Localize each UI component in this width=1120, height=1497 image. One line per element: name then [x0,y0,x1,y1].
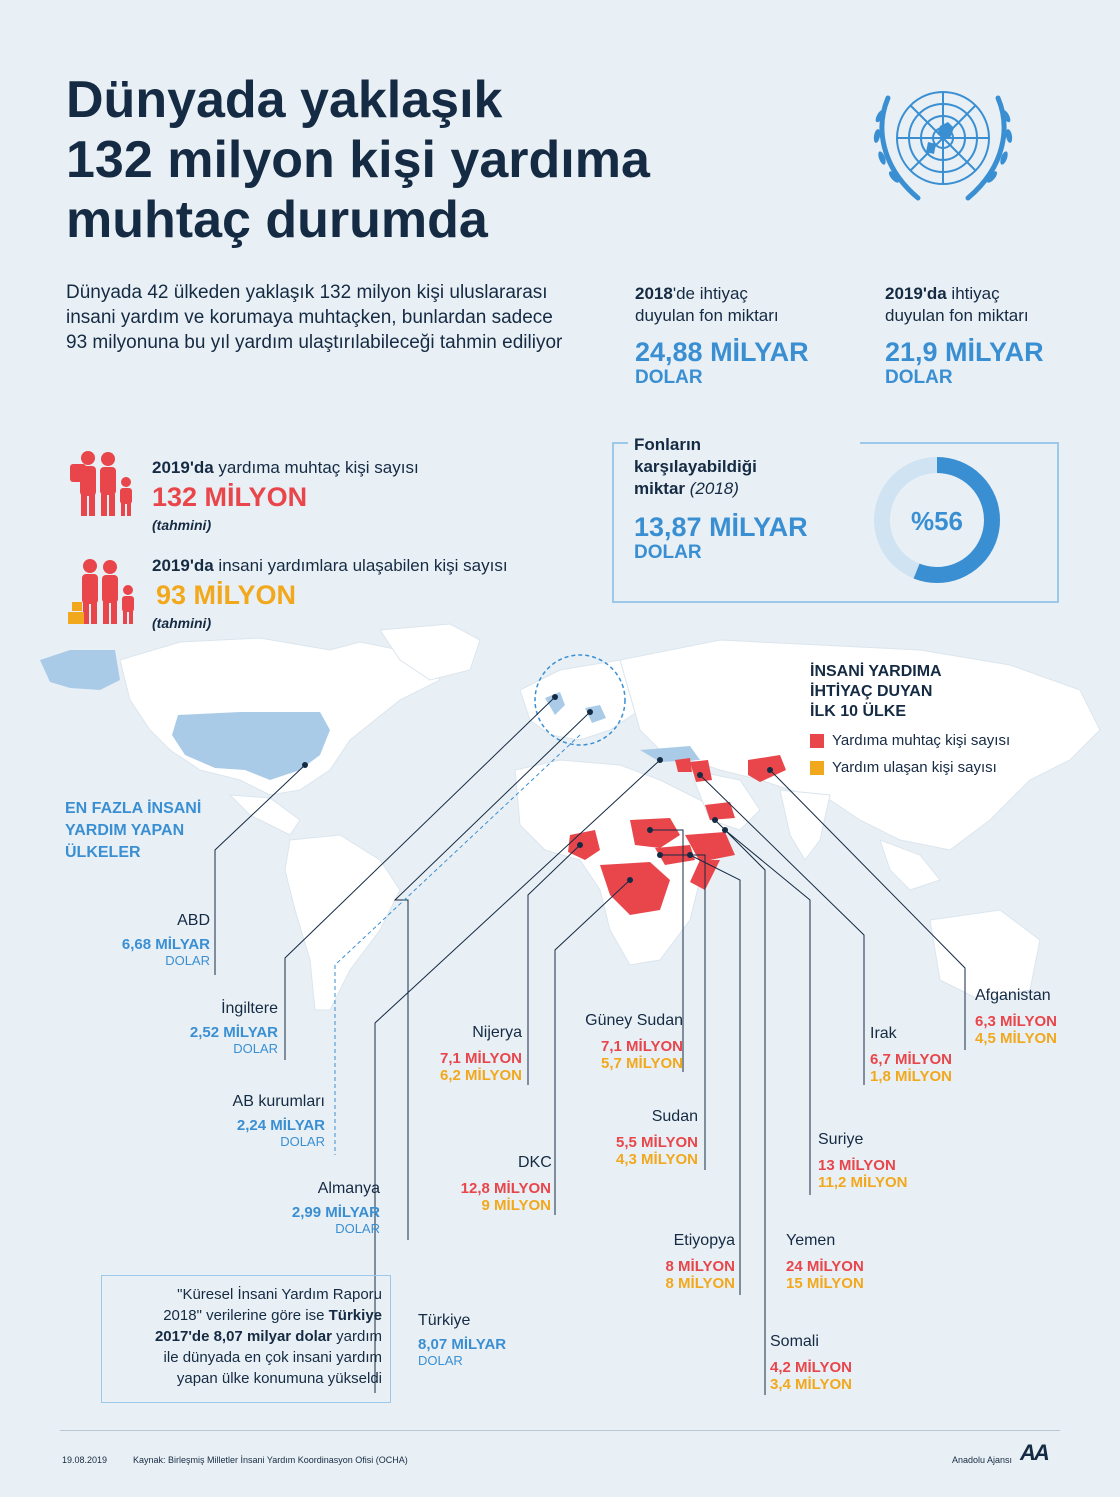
map-legend: İNSANİ YARDIMA İHTİYAÇ DUYAN İLK 10 ÜLKE Yardıma muhtaç kişi sayısı Yardım ulaşan kişi sayısı [810,662,1070,776]
donor-turkiye: Türkiye 8,07 MİLYAR DOLAR [418,1312,507,1368]
donor-ingiltere: İngiltere 2,52 MİLYAR DOLAR [189,1000,278,1056]
need-nijerya: Nijerya 7,1 MİLYON 6,2 MİLYON [440,1024,522,1084]
aa-logo-icon: AA [1020,1440,1048,1465]
intro-text: Dünyada 42 ülkeden yaklaşık 132 milyon kişi uluslararası insani yardım ve korumaya muhtaçken, bunlardan sadece 93 milyonuna bu yıl yardım ulaştırılabileceği tahmin ediliyor [66,282,563,353]
fund-2018: 2018'de ihtiyaç duyulan fon miktarı 24,88 MİLYAR DOLAR [635,284,809,388]
need-irak: Irak 6,7 MİLYON 1,8 MİLYON [870,1025,952,1085]
legend-item-reached: Yardım ulaşan kişi sayısı [810,759,1070,776]
need-etiyopya: Etiyopya 8 MİLYON 8 MİLYON [665,1232,735,1292]
legend-item-need: Yardıma muhtaç kişi sayısı [810,732,1070,749]
page-title: Dünyada yaklaşık 132 milyon kişi yardıma muhtaç durumda [66,71,650,249]
need-dkc: DKC 12,8 MİLYON 9 MİLYON [460,1154,552,1214]
donor-abd: ABD 6,68 MİLYAR DOLAR [121,912,210,968]
donors-title: EN FAZLA İNSANİ YARDIM YAPAN ÜLKELER [65,800,202,861]
fund-2019: 2019'da ihtiyaç duyulan fon miktarı 21,9 MİLYAR DOLAR [885,284,1044,388]
need-afganistan: Afganistan 6,3 MİLYON 4,5 MİLYON [975,987,1057,1047]
donor-ab-kurumlari: AB kurumları 2,24 MİLYAR DOLAR [232,1093,325,1149]
needy-stat: 2019'da yardıma muhtaç kişi sayısı 132 MİLYON (tahmini) [152,458,419,533]
footer-divider [60,1430,1060,1431]
turkey-note-box: "Küresel İnsani Yardım Raporu 2018" verilerine göre ise Türkiye 2017'de 8,07 milyar dolar yardım ile dünyada en çok insani yardım yapan ülke konumuna yükseldi [101,1275,391,1403]
funds-met-text: Fonların karşılayabildiği miktar (2018) 13,87 MİLYAR DOLAR [628,434,860,564]
reached-stat: 2019'da insani yardımlara ulaşabilen kişi sayısı 93 MİLYON (tahmini) [152,556,508,631]
footer-source: Kaynak: Birleşmiş Milletler İnsani Yardım Koordinasyon Ofisi (OCHA) [133,1455,408,1465]
need-suriye: Suriye 13 MİLYON 11,2 MİLYON [818,1131,908,1191]
need-sudan: Sudan 5,5 MİLYON 4,3 MİLYON [616,1108,698,1168]
donut-percent-label: %56 [910,506,964,536]
footer-agency: Anadolu Ajansı [952,1455,1013,1465]
need-yemen: Yemen 24 MİLYON 15 MİLYON [786,1232,864,1292]
need-guney-sudan: Güney Sudan 7,1 MİLYON 5,7 MİLYON [585,1012,683,1072]
footer-date: 19.08.2019 [62,1455,108,1465]
donor-almanya: Almanya 2,99 MİLYAR DOLAR [291,1180,380,1236]
need-somali: Somali 4,2 MİLYON 3,4 MİLYON [770,1333,852,1393]
